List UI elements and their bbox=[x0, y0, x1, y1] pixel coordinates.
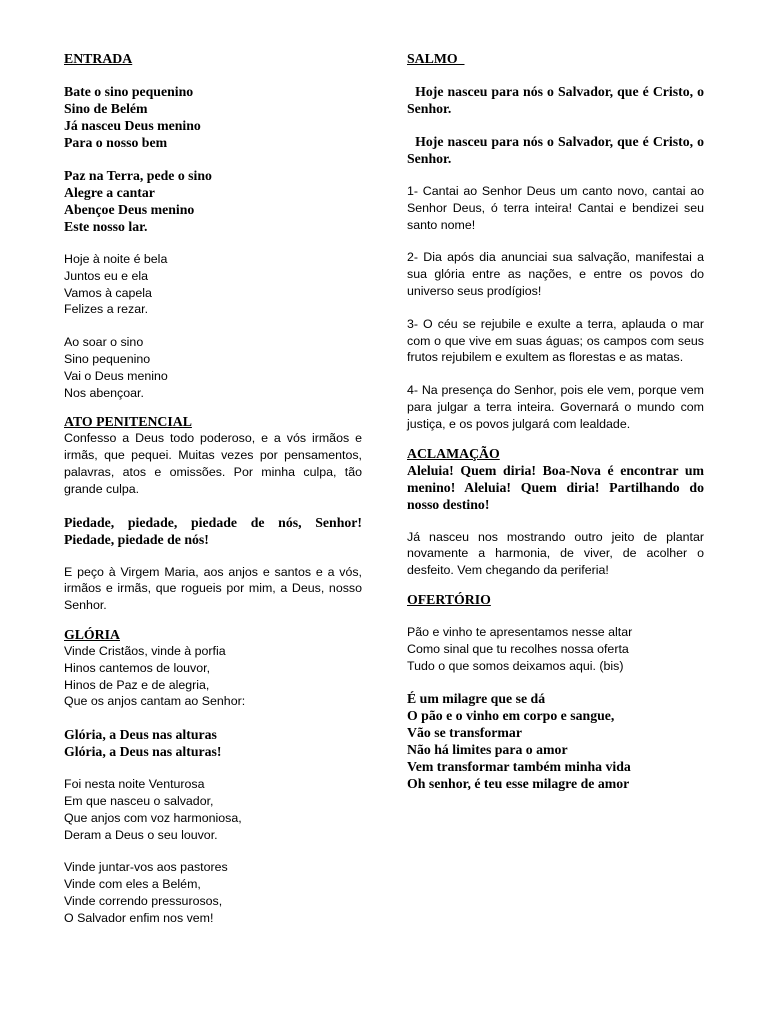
lyric-line: O Salvador enfim nos vem! bbox=[64, 910, 214, 925]
lyric-line: Foi nesta noite Venturosa bbox=[64, 777, 205, 792]
ato-piedade-refrain: Piedade, piedade, piedade de nós, Senhor! Piedade, piedade de nós! bbox=[64, 514, 362, 547]
salmo-verse-4: 4- Na presença do Senhor, pois ele vem, porque vem para julgar a terra inteira. Governará o mundo com justiça, e os povos julgará com lealdade. bbox=[407, 383, 704, 431]
gloria-title: GLÓRIA bbox=[64, 626, 120, 642]
lyric-line: Vai o Deus menino bbox=[64, 368, 168, 383]
lyric-line: Bate o sino pequenino bbox=[64, 84, 194, 99]
lyric-line: Não há limites para o amor bbox=[407, 742, 568, 758]
lyric-line: Nos abençoar. bbox=[64, 385, 144, 400]
lyric-line: Hinos de Paz e de alegria, bbox=[64, 677, 210, 692]
ofertorio-stanza bbox=[407, 624, 704, 674]
salmo-refrain-2: Hoje nasceu para nós o Salvador, que é Cristo, o Senhor. bbox=[407, 134, 708, 166]
ato-peco-paragraph: E peço à Virgem Maria, aos anjos e santos e a vós, irmãos e irmãs, que rogueis por mim, a Deus, nosso Senhor. bbox=[64, 564, 362, 613]
lyric-line: Ao soar o sino bbox=[64, 335, 144, 350]
right-column bbox=[407, 50, 708, 792]
lyric-line: Vinde Cristãos, vinde à porfia bbox=[64, 643, 226, 658]
salmo-refrain-1: Hoje nasceu para nós o Salvador, que é Cristo, o Senhor. bbox=[407, 84, 708, 116]
ofertorio-refrain bbox=[407, 690, 704, 792]
lyric-line: Vinde com eles a Belém, bbox=[64, 877, 201, 892]
lyric-line: Este nosso lar. bbox=[64, 219, 148, 234]
entrada-stanza-3 bbox=[64, 251, 362, 318]
salmo-title: SALMO bbox=[407, 51, 465, 66]
lyric-line: É um milagre que se dá bbox=[407, 691, 546, 707]
aclamacao-paragraph: Já nasceu nos mostrando outro jeito de plantar novamente a harmonia, de viver, de acolher o desfeito. Vem chegando da periferia! bbox=[407, 529, 704, 578]
lyric-line: Juntos eu e ela bbox=[64, 268, 149, 283]
lyric-line: Hoje à noite é bela bbox=[64, 252, 168, 266]
entrada-stanza-2 bbox=[64, 167, 362, 235]
lyric-line: Paz na Terra, pede o sino bbox=[64, 168, 212, 183]
lyric-line: Felizes a rezar. bbox=[64, 302, 149, 317]
lyric-line: Sino de Belém bbox=[64, 101, 148, 116]
lyric-line: Tudo o que somos deixamos aqui. (bis) bbox=[407, 658, 624, 673]
lyric-line: Vinde correndo pressurosos, bbox=[64, 893, 223, 908]
lyric-line: Vamos à capela bbox=[64, 285, 152, 300]
lyric-line: Como sinal que tu recolhes nossa oferta bbox=[407, 641, 629, 656]
lyric-line: Que os anjos cantam ao Senhor: bbox=[64, 694, 246, 709]
lyric-line: Vinde juntar-vos aos pastores bbox=[64, 860, 228, 875]
salmo-verse-1: 1- Cantai ao Senhor Deus um canto novo, cantai ao Senhor Deus, ó terra inteira! Cantai e bendizei seu santo nome! bbox=[407, 184, 704, 232]
lyric-line: Abençoe Deus menino bbox=[64, 202, 195, 217]
ato-confesso-paragraph: Confesso a Deus todo poderoso, e a vós irmãos e irmãs, que pequei. Muitas vezes por pensamentos, palavras, atos e omissões. Por minha culpa, tão grande culpa. bbox=[64, 431, 362, 496]
salmo-verse-3: 3- O céu se rejubile e exulte a terra, aplauda o mar com o que vive em suas águas; os campos com seus frutos rejubilem e exultem as florestas e as matas. bbox=[407, 316, 704, 365]
lyric-line: Já nasceu Deus menino bbox=[64, 118, 201, 133]
gloria-stanza-2 bbox=[64, 776, 362, 843]
lyric-line: O pão e o vinho em corpo e sangue, bbox=[407, 708, 615, 724]
aclamacao-refrain: Aleluia! Quem diria! Boa-Nova é encontrar um menino! Aleluia! Quem diria! Partilhando do nosso destino! bbox=[407, 462, 704, 512]
ato-penitencial-title: ATO PENITENCIAL bbox=[64, 414, 192, 430]
ofertorio-title: OFERTÓRIO bbox=[407, 591, 491, 607]
lyric-line: Vão se transformar bbox=[407, 725, 522, 741]
left-column bbox=[64, 50, 362, 927]
lyric-line: Em que nasceu o salvador, bbox=[64, 793, 214, 808]
lyric-line: Alegre a cantar bbox=[64, 185, 155, 200]
lyric-line: Sino pequenino bbox=[64, 351, 151, 366]
gloria-refrain bbox=[64, 726, 362, 760]
entrada-stanza-4 bbox=[64, 334, 362, 401]
lyric-line: Que anjos com voz harmoniosa, bbox=[64, 810, 242, 825]
lyric-line: Para o nosso bem bbox=[64, 135, 168, 150]
salmo-verse-2: 2- Dia após dia anunciai sua salvação, manifestai a sua glória entre as nações, e entre os povos do universo seus prodígios! bbox=[407, 250, 704, 298]
lyric-line: Hinos cantemos de louvor, bbox=[64, 660, 211, 675]
gloria-stanza-1 bbox=[64, 643, 362, 710]
lyric-line: Pão e vinho te apresentamos nesse altar bbox=[407, 624, 633, 639]
gloria-stanza-3 bbox=[64, 859, 362, 926]
lyric-line: Glória, a Deus nas alturas! bbox=[64, 744, 222, 760]
lyric-line: Oh senhor, é teu esse milagre de amor bbox=[407, 776, 630, 792]
lyric-line: Vem transformar também minha vida bbox=[407, 759, 631, 775]
entrada-stanza-1 bbox=[64, 83, 362, 151]
lyric-line: Glória, a Deus nas alturas bbox=[64, 727, 217, 743]
aclamacao-title: ACLAMAÇÃO bbox=[407, 445, 500, 461]
lyric-line: Deram a Deus o seu louvor. bbox=[64, 827, 218, 842]
entrada-title: ENTRADA bbox=[64, 51, 133, 66]
